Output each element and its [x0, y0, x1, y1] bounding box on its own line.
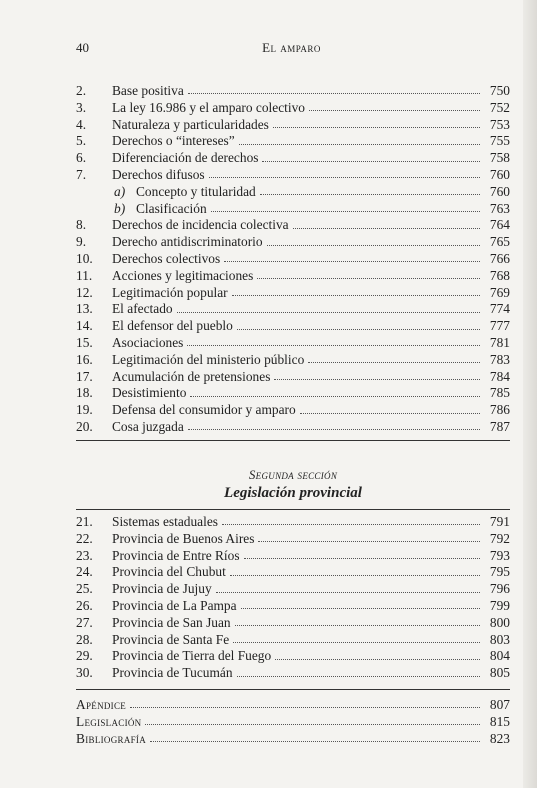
toc-entry-number: 27.: [76, 614, 93, 630]
toc-entry-page: 783: [489, 351, 510, 367]
toc-entry-title: Provincia de Jujuy: [112, 581, 212, 597]
toc-entry-page: 766: [489, 250, 510, 266]
divider-rule: [76, 689, 510, 690]
dot-leader: [309, 109, 480, 111]
toc-entry-number: 17.: [76, 368, 93, 384]
toc-entry-letter: b): [114, 200, 126, 216]
toc-entry: [76, 731, 510, 748]
toc-entry-number: 20.: [76, 418, 93, 434]
toc-entry: [76, 150, 510, 167]
toc-entry: [76, 217, 510, 234]
divider-rule: [76, 509, 510, 510]
toc-entry: [76, 548, 510, 565]
toc-entry-page: 803: [489, 631, 510, 647]
dot-leader: [237, 328, 480, 330]
toc-entry-page: 805: [489, 665, 510, 681]
toc-entry-title: El defensor del pueblo: [112, 318, 233, 334]
toc-entry-page: 758: [489, 150, 510, 166]
toc-entry-page: 792: [489, 530, 510, 546]
toc-entry-number: 14.: [76, 318, 93, 334]
toc-entry: [76, 184, 510, 201]
toc-entry-page: 786: [489, 402, 510, 418]
toc-entry: [76, 648, 510, 665]
toc-entry-number: 7.: [76, 166, 87, 182]
toc-appendix: [76, 697, 510, 747]
toc-entry-title: Derechos de incidencia colectiva: [112, 217, 289, 233]
dot-leader: [267, 244, 480, 246]
dot-leader: [258, 540, 480, 542]
toc-entry-number: 8.: [76, 217, 87, 233]
dot-leader: [224, 260, 480, 262]
toc-entry-number: 30.: [76, 665, 93, 681]
toc-entry-title: Provincia de Buenos Aires: [112, 530, 255, 546]
toc-entry-page: 763: [489, 200, 510, 216]
toc-entry-number: 29.: [76, 648, 93, 664]
toc-entry: [76, 369, 510, 386]
dot-leader: [150, 740, 480, 742]
toc-entry: [76, 697, 510, 714]
dot-leader: [188, 428, 480, 430]
toc-entry-title: El afectado: [112, 301, 173, 317]
toc-entry-number: 26.: [76, 597, 93, 613]
toc-entry-page: 753: [489, 116, 510, 132]
toc-entry-page: 787: [489, 418, 510, 434]
toc-entry: [76, 201, 510, 218]
toc-entry-title: Provincia de Santa Fe: [112, 631, 230, 647]
toc-entry-page: 795: [489, 564, 510, 580]
section-title: Legislación provincial: [224, 485, 362, 501]
toc-entry-title: Concepto y titularidad: [136, 183, 256, 199]
section-heading: [76, 467, 510, 502]
toc-entry-title: Provincia de La Pampa: [112, 597, 237, 613]
toc-entry-title: Legitimación popular: [112, 284, 228, 300]
toc-entry-title: Diferenciación de derechos: [112, 150, 259, 166]
toc-entry-number: 18.: [76, 385, 93, 401]
dot-leader: [293, 227, 480, 229]
dot-leader: [177, 311, 480, 313]
toc-entry-page: 823: [489, 730, 510, 746]
toc-entry-number: 2.: [76, 83, 87, 98]
dot-leader: [300, 412, 480, 414]
toc-entry-page: 768: [489, 267, 510, 283]
toc-entry: [76, 514, 510, 531]
toc-entry-page: 777: [489, 318, 510, 334]
dot-leader: [260, 193, 480, 195]
toc-entry-title: Defensa del consumidor y amparo: [112, 402, 296, 418]
toc-entry: [76, 167, 510, 184]
toc-entry-number: 21.: [76, 514, 93, 529]
dot-leader: [188, 92, 480, 94]
toc-entry: [76, 268, 510, 285]
dot-leader: [230, 574, 480, 576]
dot-leader: [235, 624, 480, 626]
toc-entry-number: 23.: [76, 547, 93, 563]
toc-second-section: [76, 514, 510, 682]
toc-entry: [76, 352, 510, 369]
toc-entry-page: 815: [489, 713, 510, 729]
toc-entry: [76, 335, 510, 352]
toc-entry-page: 785: [489, 385, 510, 401]
dot-leader: [232, 294, 480, 296]
toc-entry-title: Sistemas estaduales: [112, 514, 218, 529]
toc-entry: [76, 385, 510, 402]
dot-leader: [187, 344, 480, 346]
toc-entry: [76, 251, 510, 268]
dot-leader: [233, 641, 480, 643]
toc-entry-number: 3.: [76, 99, 87, 115]
toc-entry-number: 9.: [76, 234, 87, 250]
toc-entry-title: Acciones y legitimaciones: [112, 267, 254, 283]
toc-entry-number: 13.: [76, 301, 93, 317]
toc-entry-page: 800: [489, 614, 510, 630]
toc-entry-title: Bibliografía: [76, 730, 147, 746]
toc-entry-page: 755: [489, 133, 510, 149]
toc-entry: [76, 100, 510, 117]
dot-leader: [130, 706, 480, 708]
toc-entry-letter: a): [114, 183, 126, 199]
toc-entry: [76, 564, 510, 581]
toc-entry-page: 796: [489, 581, 510, 597]
toc-entry-title: Asociaciones: [112, 334, 184, 350]
toc-entry-page: 784: [489, 368, 510, 384]
toc-entry-title: Acumulación de pretensiones: [112, 368, 271, 384]
toc-entry: [76, 402, 510, 419]
toc-entry: [76, 531, 510, 548]
page-number: 40: [76, 40, 89, 55]
toc-entry-title: Cosa juzgada: [112, 418, 184, 434]
toc-entry: [76, 285, 510, 302]
toc-entry-page: 769: [489, 284, 510, 300]
dot-leader: [216, 591, 480, 593]
toc-entry: [76, 632, 510, 649]
dot-leader: [257, 277, 480, 279]
dot-leader: [241, 607, 480, 609]
toc-entry-number: 10.: [76, 250, 93, 266]
toc-entry-title: Desistimiento: [112, 385, 187, 401]
toc-entry: [76, 615, 510, 632]
dot-leader: [273, 126, 480, 128]
dot-leader: [262, 160, 480, 162]
toc-entry: [76, 714, 510, 731]
toc-entry-number: 24.: [76, 564, 93, 580]
toc-entry-title: Derechos colectivos: [112, 250, 221, 266]
toc-entry-title: Provincia de San Juan: [112, 614, 231, 630]
toc-entry-number: 6.: [76, 150, 87, 166]
toc-entry-page: 765: [489, 234, 510, 250]
dot-leader: [209, 176, 480, 178]
dot-leader: [275, 658, 480, 660]
dot-leader: [190, 395, 480, 397]
toc-entry: [76, 301, 510, 318]
dot-leader: [237, 675, 480, 677]
toc-entry-title: Naturaleza y particularidades: [112, 116, 269, 132]
toc-entry-number: 4.: [76, 116, 87, 132]
running-header: [76, 40, 507, 58]
toc-entry-number: 25.: [76, 581, 93, 597]
toc-entry: [76, 419, 510, 436]
toc-entry-title: Provincia de Entre Ríos: [112, 547, 240, 563]
toc-entry-number: 28.: [76, 631, 93, 647]
toc-entry-title: Clasificación: [136, 200, 207, 216]
toc-entry-number: 12.: [76, 284, 93, 300]
toc-entry-number: 19.: [76, 402, 93, 418]
toc-entry: [76, 318, 510, 335]
toc-entry: [76, 581, 510, 598]
toc-entry-page: 804: [489, 648, 510, 664]
dot-leader: [239, 143, 480, 145]
dot-leader: [308, 361, 480, 363]
toc-entry: [76, 117, 510, 134]
toc-entry-page: 774: [489, 301, 510, 317]
toc-entry-title: La ley 16.986 y el amparo colectivo: [112, 99, 305, 115]
toc-entry-number: 11.: [76, 267, 93, 283]
dot-leader: [244, 557, 480, 559]
toc-entry: [76, 83, 510, 100]
page-edge: [523, 0, 537, 788]
toc-entry-number: 22.: [76, 530, 93, 546]
toc-entry-number: 15.: [76, 334, 93, 350]
divider-rule: [76, 440, 510, 441]
toc-entry-title: Derechos o “intereses”: [112, 133, 235, 149]
toc-entry-page: 752: [489, 99, 510, 115]
toc-entry-number: 5.: [76, 133, 87, 149]
toc-entry-title: Legislación: [76, 713, 142, 729]
toc-entry-number: 16.: [76, 351, 93, 367]
toc-entry-title: Base positiva: [112, 83, 184, 98]
dot-leader: [145, 723, 480, 725]
toc-entry: [76, 234, 510, 251]
dot-leader: [274, 378, 480, 380]
toc-entry-page: 760: [489, 183, 510, 199]
toc-entry-title: Derechos difusos: [112, 166, 205, 182]
toc-entry-page: 781: [489, 334, 510, 350]
section-label: Segunda sección: [248, 467, 338, 482]
dot-leader: [222, 523, 480, 525]
toc-entry-title: Apéndice: [76, 697, 127, 712]
toc-entry: [76, 598, 510, 615]
toc-entry: [76, 665, 510, 682]
toc-entry-page: 799: [489, 597, 510, 613]
running-title: El amparo: [262, 40, 321, 55]
toc-entry-page: 760: [489, 166, 510, 182]
toc-entry: [76, 133, 510, 150]
toc-entry-title: Provincia de Tucumán: [112, 665, 233, 681]
toc-entry-page: 750: [489, 83, 510, 98]
toc-entry-title: Provincia de Tierra del Fuego: [112, 648, 272, 664]
toc-entry-title: Legitimación del ministerio público: [112, 351, 305, 367]
toc-entry-page: 791: [489, 514, 510, 529]
toc-entry-page: 807: [489, 697, 510, 712]
toc-entry-page: 764: [489, 217, 510, 233]
toc-first-section: [76, 83, 510, 436]
toc-entry-title: Provincia del Chubut: [112, 564, 226, 580]
dot-leader: [211, 210, 480, 212]
toc-entry-title: Derecho antidiscriminatorio: [112, 234, 263, 250]
toc-entry-page: 793: [489, 547, 510, 563]
